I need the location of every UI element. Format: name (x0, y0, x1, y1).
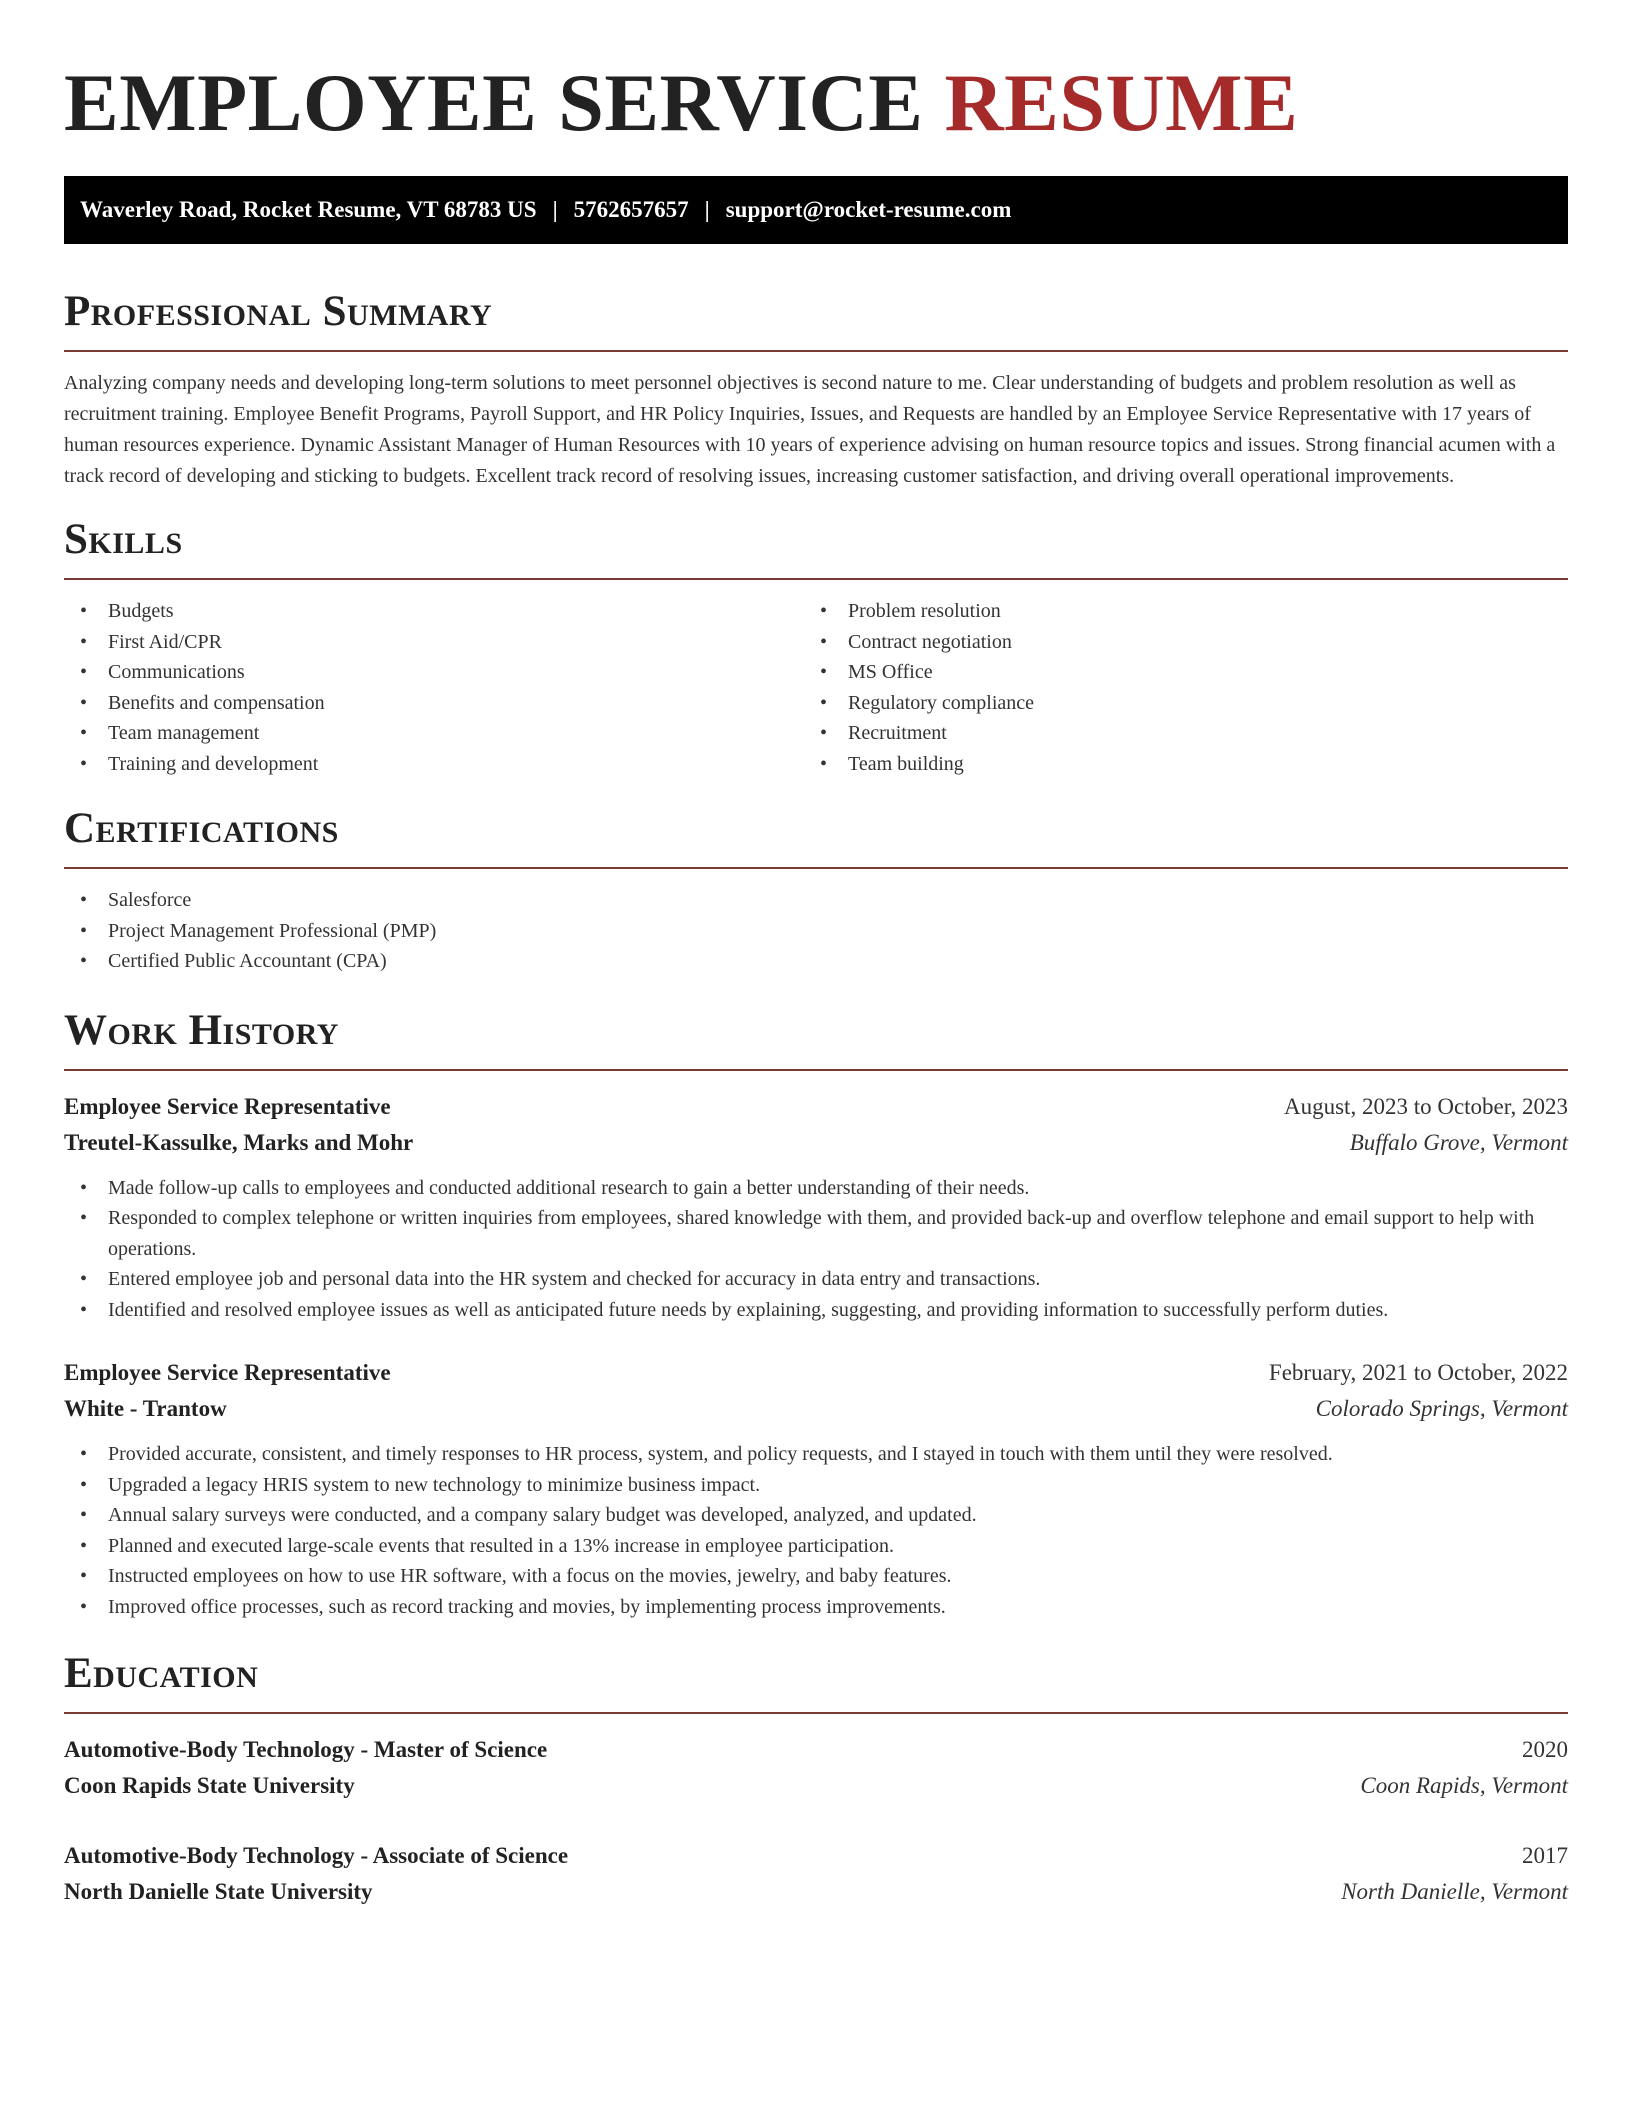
skill-item: • Team building (804, 749, 1544, 780)
education-school: North Danielle State University (64, 1879, 373, 1904)
resume-title (64, 58, 1568, 148)
skill-item: • Team management (64, 718, 804, 749)
contact-phone[interactable]: 5762657657 (573, 197, 689, 222)
job-duties-list (64, 1173, 1568, 1326)
certifications-heading: Certifications (64, 803, 1568, 869)
job-dates: August, 2023 to October, 2023 (1284, 1093, 1568, 1119)
skills-list-left (64, 596, 804, 779)
skill-item: • Regulatory compliance (804, 688, 1544, 719)
skill-item: • Recruitment (804, 718, 1544, 749)
title-main: EMPLOYEE SERVICE (64, 57, 924, 148)
job-title-row (64, 1355, 1568, 1391)
skill-item: • Training and development (64, 749, 804, 780)
summary-section (64, 286, 1568, 492)
job-company-row (64, 1125, 1568, 1161)
summary-heading: Professional Summary (64, 286, 1568, 352)
job-duty-item: • Instructed employees on how to use HR software, with a focus on the movies, jewelry, and baby features. (64, 1561, 1568, 1592)
skill-item: • Budgets (64, 596, 804, 627)
skill-item: • Contract negotiation (804, 627, 1544, 658)
education-school: Coon Rapids State University (64, 1773, 355, 1798)
certification-item: • Salesforce (64, 885, 1568, 916)
job-entry (64, 1089, 1568, 1326)
work-history-section (64, 1005, 1568, 1623)
work-history-entries (64, 1089, 1568, 1623)
certifications-list (64, 885, 1568, 977)
education-heading: Education (64, 1648, 1568, 1714)
education-location: North Danielle, Vermont (1341, 1879, 1568, 1904)
title-accent: RESUME (944, 57, 1299, 148)
job-title: Employee Service Representative (64, 1360, 391, 1385)
education-entry (64, 1732, 1568, 1804)
job-duties-list (64, 1439, 1568, 1622)
education-degree: Automotive-Body Technology - Associate of Science (64, 1843, 569, 1868)
contact-separator: | (552, 197, 558, 222)
contact-address: Waverley Road, Rocket Resume, VT 68783 US (80, 197, 537, 222)
job-company-row (64, 1391, 1568, 1427)
education-year: 2020 (1522, 1737, 1568, 1762)
skill-item: • Problem resolution (804, 596, 1544, 627)
job-company: White - Trantow (64, 1396, 227, 1421)
skills-list-right (804, 596, 1544, 779)
job-dates: February, 2021 to October, 2022 (1268, 1360, 1568, 1385)
job-duty-item: • Entered employee job and personal data into the HR system and checked for accuracy in data entry and transactions. (64, 1264, 1568, 1295)
job-title-row (64, 1089, 1568, 1125)
certification-item: • Project Management Professional (PMP) (64, 916, 1568, 947)
job-duty-item: • Annual salary surveys were conducted, and a company salary budget was developed, analyzed, and updated. (64, 1500, 1568, 1531)
job-company: Treutel-Kassulke, Marks and Mohr (64, 1129, 414, 1155)
job-location: Colorado Springs, Vermont (1315, 1396, 1568, 1421)
contact-email[interactable]: support@rocket-resume.com (725, 197, 1012, 222)
education-section (64, 1648, 1568, 1910)
job-duty-item: • Provided accurate, consistent, and timely responses to HR process, system, and policy requests, and I stayed in touch with them until they were resolved. (64, 1439, 1568, 1470)
work-history-heading: Work History (64, 1005, 1568, 1071)
job-location: Buffalo Grove, Vermont (1349, 1129, 1568, 1155)
skill-item: • Benefits and compensation (64, 688, 804, 719)
certifications-section (64, 803, 1568, 977)
skills-heading: Skills (64, 514, 1568, 580)
resume-page (64, 0, 1568, 1910)
education-degree: Automotive-Body Technology - Master of Science (64, 1737, 548, 1762)
job-duty-item: • Made follow-up calls to employees and conducted additional research to gain a better understanding of their needs. (64, 1173, 1568, 1204)
skill-item: • First Aid/CPR (64, 627, 804, 658)
contact-bar (64, 176, 1568, 244)
education-school-row (64, 1874, 1568, 1910)
education-entries (64, 1732, 1568, 1910)
contact-separator: | (704, 197, 710, 222)
job-duty-item: • Identified and resolved employee issues as well as anticipated future needs by explaining, suggesting, and providing information to successfully perform duties. (64, 1295, 1568, 1326)
job-duty-item: • Improved office processes, such as record tracking and movies, by implementing process improvements. (64, 1592, 1568, 1623)
job-duty-item: • Planned and executed large-scale events that resulted in a 13% increase in employee participation. (64, 1531, 1568, 1562)
job-entry (64, 1355, 1568, 1622)
job-duty-item: • Upgraded a legacy HRIS system to new technology to minimize business impact. (64, 1470, 1568, 1501)
job-duty-item: • Responded to complex telephone or written inquiries from employees, shared knowledge with them, and provided back-up and overflow telephone and email support to help with operations. (64, 1203, 1568, 1264)
skill-item: • MS Office (804, 657, 1544, 688)
education-degree-row (64, 1732, 1568, 1768)
skills-grid (64, 596, 1568, 779)
skills-section (64, 514, 1568, 779)
job-title: Employee Service Representative (64, 1093, 391, 1119)
skill-item: • Communications (64, 657, 804, 688)
education-school-row (64, 1768, 1568, 1804)
education-entry (64, 1838, 1568, 1910)
summary-text: Analyzing company needs and developing long-term solutions to meet personnel objectives is second nature to me. Clear understanding of budgets and problem resolution as well as recruitment training. Employee Benefit Programs, Payroll Support, and HR Policy Inquiries, Issues, and Requests are handled by an Employee Service Representative with 17 years of human resources experience. Dynamic Assistant Manager of Human Resources with 10 years of experience advising on human resource topics and issues. Strong financial acumen with a track record of developing and sticking to budgets. Excellent track record of resolving issues, increasing customer satisfaction, and driving overall operational improvements. (64, 372, 1556, 487)
education-year: 2017 (1522, 1843, 1568, 1868)
certification-item: • Certified Public Accountant (CPA) (64, 946, 1568, 977)
education-location: Coon Rapids, Vermont (1360, 1773, 1568, 1798)
education-degree-row (64, 1838, 1568, 1874)
